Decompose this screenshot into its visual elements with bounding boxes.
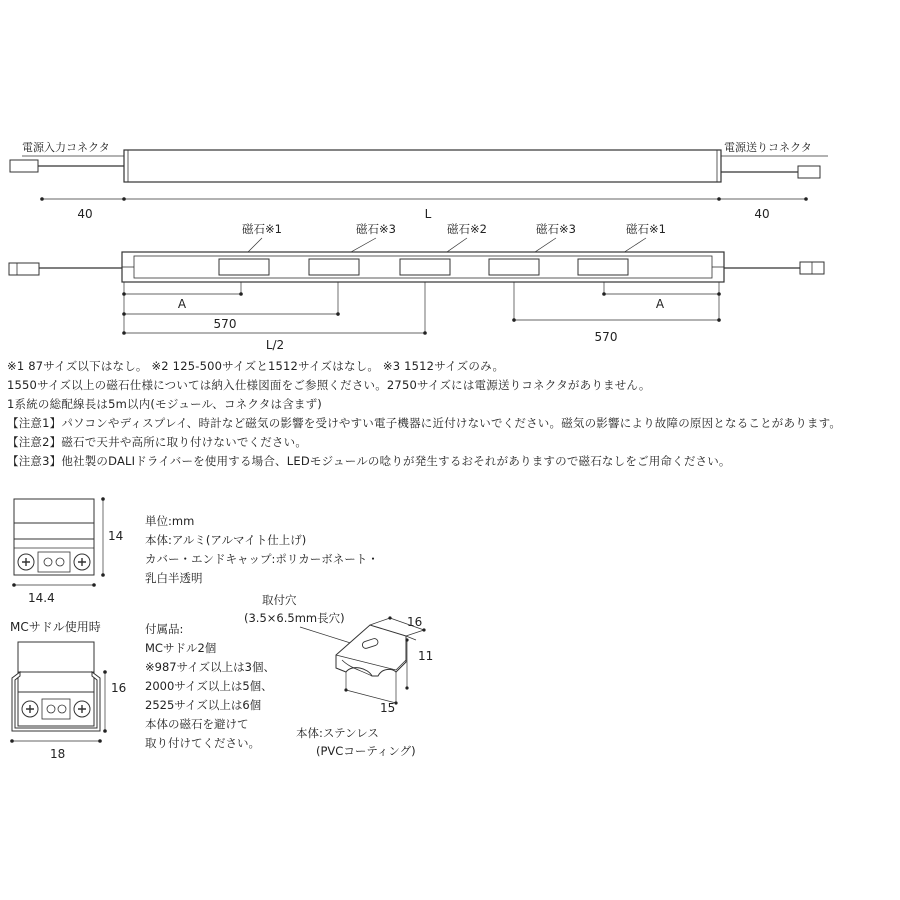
accessory-line-1: MCサドル2個 (145, 641, 217, 655)
magnet-view (9, 222, 824, 352)
mc-section (10, 619, 126, 761)
fixture-body-top (124, 150, 721, 182)
input-connector (10, 160, 38, 172)
spec-cover-2: 乳白半透明 (145, 571, 203, 585)
mc-title: MCサドル使用時 (10, 620, 101, 634)
spec-list (145, 512, 379, 588)
hole-label: 取付穴 (262, 593, 297, 607)
note-3: 1系統の総配線長は5m以内(モジュール、コネクタは含まず) (7, 397, 322, 411)
saddle-dim-11: 11 (418, 649, 434, 663)
dim-a-left: A (177, 297, 187, 311)
accessory-title: 付属品: (145, 622, 184, 636)
note-5: 【注意2】磁石で天井や高所に取り付けないでください。 (7, 435, 308, 449)
mc-width: 18 (50, 747, 66, 761)
note-6: 【注意3】他社製のDALIドライバーを使用する場合、LEDモジュールの唸りが発生するおそれがありますので磁石なしをご用命ください。 (7, 454, 731, 468)
accessory-line-4: 2525サイズ以上は6個 (145, 698, 262, 712)
note-2: 1550サイズ以上の磁石仕様については納入仕様図面をご参照ください。2750サイズには電源送りコネクタがありません。 (7, 378, 651, 392)
accessory-list (145, 620, 275, 753)
dim-570-right: 570 (594, 330, 618, 344)
hole-size: (3.5×6.5mm長穴) (244, 611, 345, 625)
accessory-line-3: 2000サイズ以上は5個、 (145, 679, 273, 693)
saddle-material-2: (PVCコーティング) (316, 744, 416, 758)
dim-570-left: 570 (213, 317, 237, 331)
note-1: ※1 87サイズ以下はなし。 ※2 125-500サイズと1512サイズはなし。 ※3 1512サイズのみ。 (7, 359, 505, 373)
accessory-line-2: ※987サイズ以上は3個、 (145, 660, 275, 674)
spec-body: 本体:アルミ(アルマイト仕上げ) (145, 533, 307, 547)
cross-section (12, 497, 123, 605)
spec-unit: 単位:mm (145, 514, 195, 528)
dim-right: 40 (754, 207, 770, 221)
top-view (10, 140, 828, 221)
dim-a-right: A (655, 297, 665, 311)
spec-cover: カバー・エンドキャップ:ポリカーボネート・ (145, 552, 379, 566)
input-connector-label: 電源入力コネクタ (22, 141, 110, 154)
magnet-label-4: 磁石※3 (536, 222, 576, 236)
saddle-material-1: 本体:ステンレス (296, 726, 379, 740)
dim-length: L (424, 207, 432, 221)
note-4: 【注意1】パソコンやディスプレイ、時計など磁気の影響を受けやすい電子機器に近付けないでください。磁気の影響により故障の原因となることがあります。 (7, 416, 842, 430)
section-height: 14 (108, 529, 124, 543)
mc-height: 16 (111, 681, 127, 695)
output-connector (798, 166, 820, 178)
dim-left: 40 (77, 207, 93, 221)
section-width: 14.4 (28, 591, 55, 605)
magnet-label-1: 磁石※1 (242, 222, 282, 236)
accessory-line-5: 本体の磁石を避けて (145, 717, 249, 731)
magnet-label-2: 磁石※3 (356, 222, 396, 236)
magnet-label-3: 磁石※2 (447, 222, 487, 236)
output-connector-label: 電源送りコネクタ (724, 141, 812, 154)
saddle-dim-15: 15 (380, 701, 396, 715)
dim-half-length: L/2 (265, 338, 285, 352)
accessory-line-6: 取り付けてください。 (145, 736, 260, 750)
saddle-dim-16: 16 (407, 615, 423, 629)
magnet-label-5: 磁石※1 (626, 222, 666, 236)
